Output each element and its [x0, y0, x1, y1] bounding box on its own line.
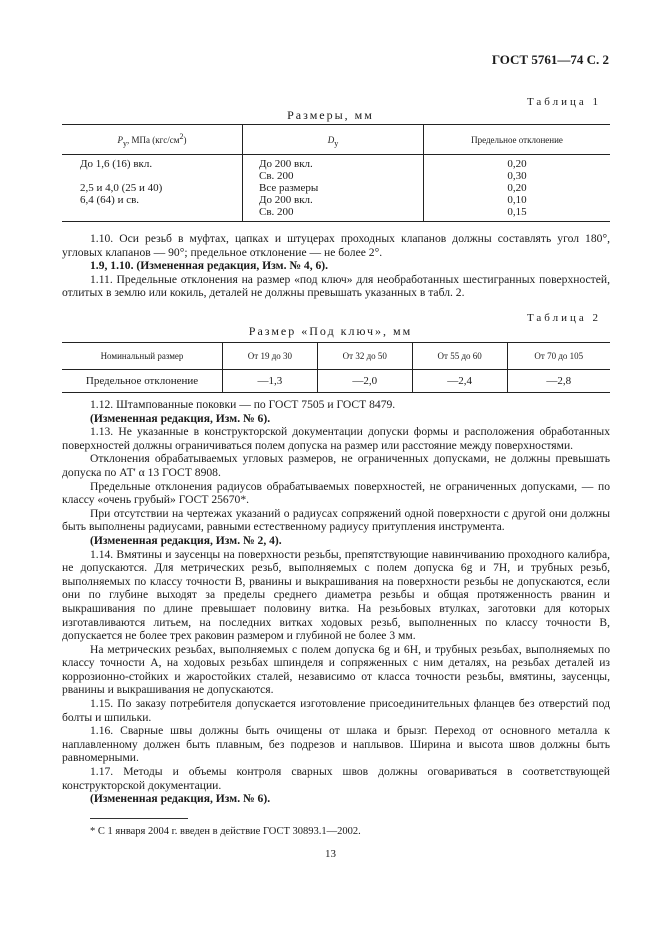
table-2-header-col: От 19 до 30 — [223, 343, 318, 370]
table-row — [62, 155, 610, 171]
table-1 — [62, 124, 610, 222]
table-cell: До 200 вкл. — [243, 194, 424, 206]
table-cell: 0,20 — [424, 155, 611, 171]
table-2 — [62, 342, 610, 393]
table-row — [62, 370, 610, 393]
table-1-header-pressure: Pу, МПа (кгс/см2) — [62, 125, 243, 155]
paragraph-1-15: 1.15. По заказу потребителя допускается изготовление присоединительных фланцев без отверстий под болты и шпильки. — [62, 697, 610, 724]
table-cell: 2,5 и 4,0 (25 и 40) — [80, 182, 163, 194]
table-cell: —2,8 — [507, 370, 610, 393]
paragraph-1-12: 1.12. Штампованные поковки — по ГОСТ 7505 и ГОСТ 8479. — [90, 398, 396, 411]
page-number: 13 — [325, 848, 336, 860]
paragraph-1-13: 1.13. Не указанные в конструкторской документации допуски формы и расположения обработанных поверхностей должны ограничиваться полем допуска на размер или расстояние между поверхностями. — [62, 425, 610, 452]
table-cell: 0,10 — [424, 194, 611, 206]
footnote-divider — [90, 818, 188, 819]
paragraph-radii: Предельные отклонения радиусов обрабатываемых поверхностей, не ограниченных допусками, — по классу «очень грубый» ГОСТ 25670*. — [62, 479, 610, 507]
table-cell: —1,3 — [223, 370, 318, 393]
table-2-label: Таблица 2 — [526, 312, 601, 324]
paragraph-1-11: 1.11. Предельные отклонения на размер «под ключ» для необработанных шестигранных поверхностей, отлитых в землю или кокиль, деталей не должны превышать указанных в табл. 2. — [62, 272, 610, 300]
table-cell: 0,20 — [424, 182, 611, 194]
table-2-caption: Размер «Под ключ», мм — [248, 324, 413, 338]
table-cell: —2,0 — [317, 370, 412, 393]
table-cell: 0,30 — [424, 170, 611, 182]
table-cell — [62, 206, 243, 222]
table-cell: До 1,6 (16) вкл. — [80, 158, 153, 170]
table-1-header-diameter: Dy — [243, 125, 424, 155]
section-1-10-1-11 — [62, 232, 610, 300]
table-cell: Св. 200 — [243, 206, 424, 222]
table-cell: 0,15 — [424, 206, 611, 222]
edit-note-1-12: (Измененная редакция, Изм. № 6). — [90, 411, 271, 425]
table-row — [62, 194, 610, 206]
edit-note-1-17: (Измененная редакция, Изм. № 6). — [90, 792, 271, 806]
table-cell: Предельное отклонение — [62, 370, 223, 393]
table-1-label: Таблица 1 — [526, 96, 601, 108]
table-row — [62, 170, 610, 182]
paragraph-angles: Отклонения обрабатываемых угловых размеров, не ограниченных допусками, не должны превышать допуска по АТ' α 13 ГОСТ 8908. — [62, 452, 610, 479]
table-1-caption: Размеры, мм — [287, 108, 374, 122]
table-2-header-nominal: Номинальный размер — [62, 343, 223, 370]
paragraph-metric: На метрических резьбах, выполняемых с полем допуска 6g и 6H, и трубных резьбах, выполняемых по классу точности А, на ходовых резьбах шпинделя и сопряженных с ним деталях, на резьбах деталей из коррозионно-стойких и жаростойких сталей, независимо от класса точности резьбы, вмятины, заусенцы, рванины и выкрашивания не допускаются. — [62, 642, 610, 697]
table-2-header-col: От 70 до 105 — [507, 343, 610, 370]
table-2-header-col: От 32 до 50 — [317, 343, 412, 370]
table-cell: До 200 вкл. — [243, 155, 424, 171]
document-header: ГОСТ 5761—74 С. 2 — [491, 52, 609, 67]
table-row — [62, 206, 610, 222]
edit-note-1-13: (Измененная редакция, Изм. № 2, 4). — [90, 533, 282, 547]
paragraph-1-14: 1.14. Вмятины и заусенцы на поверхности резьбы, препятствующие навинчиванию проходного калибра, не допускаются. Для метрических резьб, выполняемых с полем допуска 6g и 7H, и трубных резьб, выполняемых по классу точности В, рванины и выкрашивания на поверхности резьбы не допускаются, если они по глубине выходят за пределы среднего диаметра резьбы и общая протяженность рванин и выкрашивания по длине превышает половину витка. На резьбовых втулках, заготовки для которых изготавливаются литьем, на последних витках ходовых резьб, выполненных по классу точности В, допускается не более трех раковин размером и глубиной не более 3 мм. — [62, 547, 610, 643]
paragraph-1-10: 1.10. Оси резьб в муфтах, цапках и штуцерах проходных клапанов должны составлять угол 180°, угловых клапанов — 90°; предельное отклонение — не более 2°. — [62, 232, 610, 259]
table-2-header-col: От 55 до 60 — [412, 343, 507, 370]
table-cell: Все размеры — [243, 182, 424, 194]
table-cell: 6,4 (64) и св. — [80, 194, 140, 206]
table-cell: —2,4 — [412, 370, 507, 393]
table-cell — [62, 170, 243, 182]
section-1-12-1-17 — [62, 398, 610, 806]
paragraph-1-16: 1.16. Сварные швы должны быть очищены от шлака и брызг. Переход от основного металла к наплавленному должен быть плавным, без подрезов и наплывов. Ширина и высота швов должны быть равномерными. — [62, 724, 610, 765]
edit-note-1-9-1-10: 1.9, 1.10. (Измененная редакция, Изм. № 4, 6). — [90, 259, 329, 273]
table-cell: Св. 200 — [243, 170, 424, 182]
paragraph-1-17: 1.17. Методы и объемы контроля сварных швов должны оговариваться в соответствующей конструкторской документации. — [62, 765, 610, 792]
footnote: * С 1 января 2004 г. введен в действие ГОСТ 30893.1—2002. — [90, 826, 361, 837]
table-row — [62, 182, 610, 194]
paragraph-no-radii: При отсутствии на чертежах указаний о радиусах сопряжений одной поверхности с другой они должны быть выполнены радиусами, равными естественному радиусу притупления инструмента. — [62, 506, 610, 534]
table-1-header-deviation: Предельное отклонение — [424, 125, 611, 155]
